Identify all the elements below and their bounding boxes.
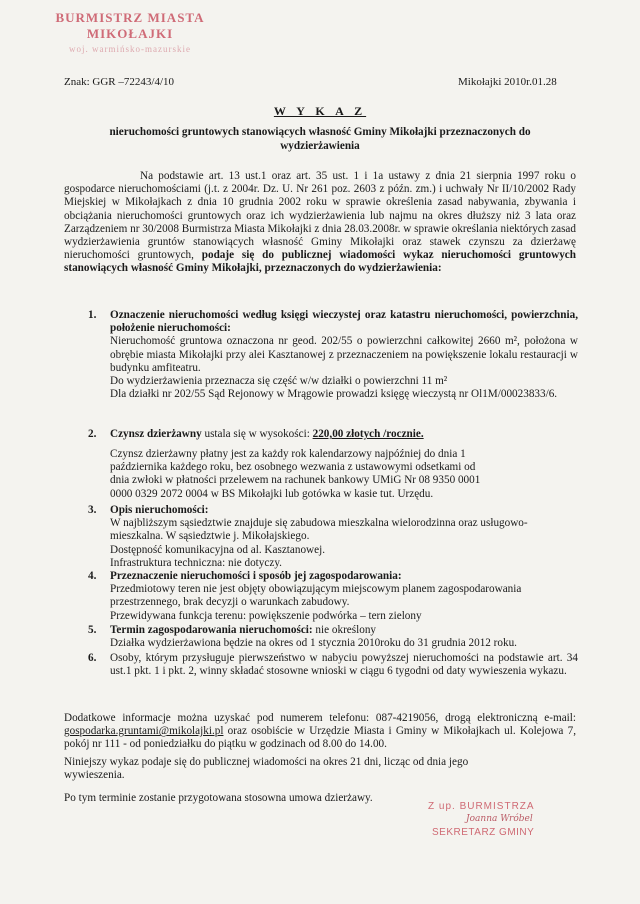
- official-stamp-header: [40, 10, 220, 54]
- stamp-title: BURMISTRZ MIASTA MIKOŁAJKI: [55, 10, 205, 41]
- item-number-3: 3.: [88, 504, 97, 516]
- document-title: W Y K A Z: [273, 104, 367, 118]
- stamp-region: woj. warmińsko-mazurskie: [69, 44, 191, 54]
- item-1-land-register: Dla działki nr 202/55 Sąd Rejonowy w Mrągowie prowadzi księgę wieczystą nr Ol1M/00023833/6.: [110, 388, 558, 401]
- item-3: [110, 504, 540, 570]
- item-1-heading: Oznaczenie nieruchomości według księgi wieczystej oraz katastru nieruchomości, powierzchnia, położenie nieruchomości:: [110, 309, 578, 335]
- email-link[interactable]: gospodarka.gruntami@mikolajki.pl: [64, 725, 224, 738]
- intro-text: Na podstawie art. 13 ust.1 oraz art. 35 ust. 1 i 1a ustawy z dnia 21 sierpnia 1997 roku o gospodarce nieruchomościami (j.t. z 2004r. Dz. U. Nr 261 poz. 2603 z późn. zm.) i uchwały Nr II/10/2002 Rady Miejskiej w Mikołajkach z dnia 10 grudnia 2002 roku w sprawie określenia zasad nabywania, zbywania i obciążania nieruchomości gruntowych oraz ich wydzierżawienia lub najmu na okres dłuższy niż 3 lata oraz Zarządzeniem nr 30/2008 Burmistrza Miasta Mikołajki z dnia 28.03.2008r. w sprawie określania niektórych zasad wydzierżawienia gruntów stanowiących własność Gminy Mikołajki oraz stawek czynszu za dzierżawę nieruchomości gruntowych,: [64, 170, 576, 262]
- item-2-text: ustala się w wysokości:: [201, 428, 313, 440]
- rent-amount: 220,00 złotych /rocznie.: [312, 428, 424, 440]
- item-3-body: W najbliższym sąsiedztwie znajduje się zabudowa mieszkalna wielorodzinna oraz usługowo-mieszkalna. W sąsiedztwie j. Mikołajskiego.: [110, 517, 528, 543]
- item-5-body: Działka wydzierżawiona będzie na okres od 1 stycznia 2010roku do 31 grudnia 2012 roku.: [110, 637, 517, 650]
- contact-address: oraz osobiście w Urzędzie Miasta i Gminy w Mikołajkach ul. Kolejowa 7, pokój nr 111 - od poniedziałku do piątku w godzinach od 8.00 do 14.00.: [64, 725, 576, 751]
- item-2-body: Czynsz dzierżawny płatny jest za każdy rok kalendarzowy najpóźniej do dnia 1 października każdego roku, bez osobnego wezwania z ustawowymi odsetkami od dnia zwłoki w płatności przelewem na rachunek bankowy UMiG Nr 08 9350 0001 0000 0329 2072 0004 w BS Mikołajki lub gotówka w kasie tut. Urzędu.: [110, 448, 481, 500]
- item-5-text: nie określony: [312, 624, 377, 636]
- item-2-heading: Czynsz dzierżawny: [110, 428, 202, 440]
- item-number-6: 6.: [88, 652, 97, 664]
- item-1-area: Do wydzierżawienia przeznacza się część w/w działki o powierzchni 11 m²: [110, 375, 448, 388]
- contact-paragraph: [64, 712, 576, 752]
- intro-bold-text: podaje się do publicznej wiadomości wykaz nieruchomości gruntowych stanowiących własność Gminy Mikołajki, przeznaczonych do wydzierżawienia:: [64, 249, 576, 275]
- stamp-position: SEKRETARZ GMINY: [432, 827, 535, 838]
- item-4-heading: Przeznaczenie nieruchomości i sposób jej zagospodarowania:: [110, 570, 402, 582]
- contact-text: Dodatkowe informacje można uzyskać pod numerem telefonu: 087-4219056, drogą elektroniczną e-mail:: [64, 712, 576, 724]
- closing-note: Po tym terminie zostanie przygotowana stosowna umowa dzierżawy.: [64, 792, 373, 804]
- item-1-body: Nieruchomość gruntowa oznaczona nr geod. 202/55 o powierzchni całkowitej 2660 m², położona w obrębie miasta Mikołajki przy alei Kasztanowej z przeznaczeniem na powiększenie lokalu restauracji w budynku amfiteatru.: [110, 335, 578, 374]
- item-number-5: 5.: [88, 624, 97, 636]
- signature-stamp: [428, 800, 588, 839]
- item-1: [110, 309, 578, 401]
- signature: Joanna Wróbel: [466, 814, 533, 824]
- publication-notice: Niniejszy wykaz podaje się do publicznej wiadomości na okres 21 dni, licząc od dnia jego wywieszenia.: [64, 756, 469, 782]
- item-3-access: Dostępność komunikacyjna od al. Kasztanowej.: [110, 543, 325, 556]
- item-number-1: 1.: [88, 309, 97, 321]
- document-subtitle: nieruchomości gruntowych stanowiących własność Gminy Mikołajki przeznaczonych do wydzierżawienia: [109, 126, 531, 152]
- item-4-body: Przedmiotowy teren nie jest objęty obowiązującym miejscowym planem zagospodarowania przestrzennego, brak decyzji o warunkach zabudowy.: [110, 583, 522, 609]
- item-6-body: Osoby, którym przysługuje pierwszeństwo w nabyciu powyższej nieruchomości na podstawie art. 34 ust.1 pkt. 1 i pkt. 2, winny składać stosowne wnioski w ciągu 6 tygodni od daty wywieszenia wykazu.: [110, 652, 578, 678]
- item-number-2: 2.: [88, 428, 97, 440]
- intro-paragraph: [64, 170, 576, 276]
- item-3-heading: Opis nieruchomości:: [110, 504, 209, 516]
- item-4-function: Przewidywana funkcja terenu: powiększenie podwórka – tern zielony: [110, 609, 422, 622]
- item-number-4: 4.: [88, 570, 97, 582]
- stamp-authority: Z up. BURMISTRZA: [428, 801, 535, 812]
- document-date: Mikołajki 2010r.01.28: [458, 76, 557, 88]
- item-5-heading: Termin zagospodarowania nieruchomości:: [110, 624, 313, 636]
- item-2: [110, 428, 578, 441]
- reference-number: Znak: GGR –72243/4/10: [64, 76, 174, 88]
- item-5: [110, 624, 578, 650]
- item-3-infrastructure: Infrastruktura techniczna: nie dotyczy.: [110, 556, 282, 569]
- item-4: [110, 570, 578, 623]
